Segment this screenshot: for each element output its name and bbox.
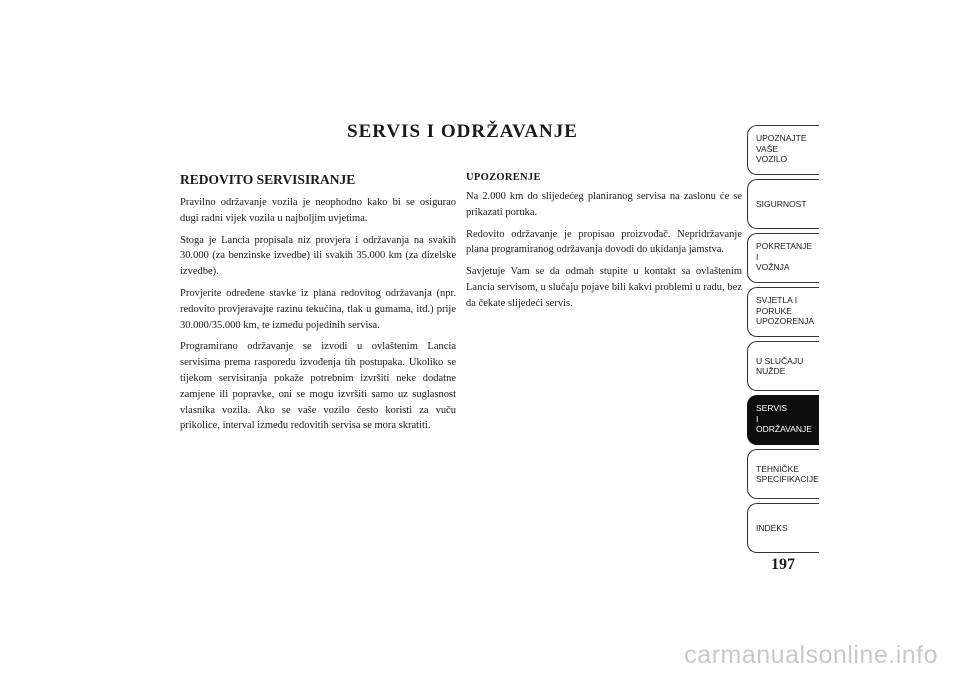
watermark: carmanualsonline.info [684, 641, 938, 669]
paragraph: Stoga je Lancia propisala niz provjera i održavanja na svakih 30.000 (za benzinske izvedbe) ili svakih 35.000 km (za dizelske izvedbe). [180, 234, 456, 278]
tab-svjetla-i-poruke[interactable] [747, 287, 819, 337]
tab-indeks[interactable] [747, 503, 819, 553]
tab-upoznajte-vase-vozilo[interactable] [747, 125, 819, 175]
paragraph: Programirano održavanje se izvodi u ovlaštenim Lancia servisima prema rasporedu izvođenja tih postupaka. Ukoliko se tijekom servisiranja pokaže potrebnim izvršiti neke dodatne zamjene ili popravke, oni se mogu izvršiti samo uz suglasnost vlasnika vozila. Ako se vaše vozilo često koristi za vuču prikolice, interval između redovitih servisa se mora skratiti. [180, 341, 456, 432]
chapter-tabs [747, 125, 819, 553]
tab-label: TEHNIČKE SPECIFIKACIJE [756, 463, 819, 484]
right-column [466, 172, 742, 318]
tab-label: INDEKS [756, 522, 788, 533]
paragraph: Redovito održavanje je propisao proizvođač. Nepridržavanje plana programiranog održavanja dovodi do ukidanja jamstva. [466, 228, 742, 256]
paragraph: Savjetuje Vam se da odmah stupite u kontakt sa ovlaštenim Lancia servisom, u slučaju pojave bili kakvi problemi u radu, bez da čekate slijedeći servis. [466, 266, 742, 309]
tab-u-slucaju-nuzde[interactable] [747, 341, 819, 391]
warning-heading: UPOZORENJE [466, 172, 541, 183]
tab-label: SIGURNOST [756, 198, 807, 209]
tab-label: UPOZNAJTE VAŠE VOZILO [756, 133, 807, 164]
tab-sigurnost[interactable] [747, 179, 819, 229]
tab-tehnicke-specifikacije[interactable] [747, 449, 819, 499]
tab-pokretanje-i-voznja[interactable] [747, 233, 819, 283]
paragraph: Na 2.000 km do slijedećeg planiranog servisa na zaslonu će se prikazati poruka. [466, 191, 742, 218]
paragraph: Pravilno održavanje vozila je neophodno kako bi se osigurao dugi radni vijek vozila u najboljim uvjetima. [180, 197, 456, 224]
page-number: 197 [771, 556, 795, 573]
paragraph: Provjerite određene stavke iz plana redovitog održavanja (npr. redovito provjeravajte razinu tekućina, tlak u gumama, itd.) prije 30.000/35.000 km, te između pojedinih servisa. [180, 287, 456, 331]
tab-servis-i-odrzavanje[interactable] [747, 395, 819, 445]
left-column [180, 172, 456, 440]
tab-label: U SLUČAJU NUŽDE [756, 355, 804, 376]
section-heading: REDOVITO SERVISIRANJE [180, 172, 356, 187]
tab-label: POKRETANJE I VOŽNJA [756, 241, 813, 272]
tab-label: SVJETLA I PORUKE UPOZORENJA [756, 295, 815, 326]
page-title: SERVIS I ODRŽAVANJE [347, 121, 578, 142]
tab-label: SERVIS I ODRŽAVANJE [756, 403, 812, 434]
